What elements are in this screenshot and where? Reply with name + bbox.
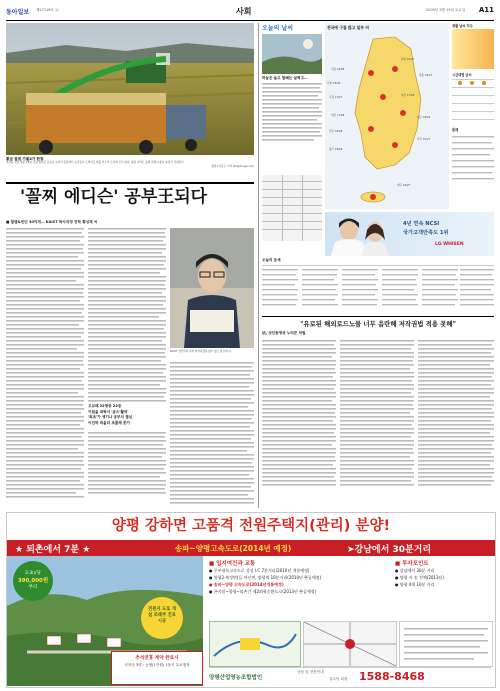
- photo-caption: [6, 157, 254, 177]
- present-box: [111, 651, 203, 685]
- temp-chuncheon: 춘천 15/27: [401, 58, 415, 61]
- temp-gangneung: 강릉 19/27: [419, 74, 433, 77]
- sidebar-titles: [88, 404, 166, 426]
- bottom-story: [262, 316, 494, 508]
- phone-label: 상담 및 현장안내: [297, 670, 324, 674]
- headline: '꼴찌 에디슨' 공부王되다: [20, 187, 208, 207]
- portrait-photo: [170, 228, 254, 348]
- ad-sub-band: [7, 540, 495, 556]
- temp-seoul: 서울 19/28: [331, 68, 345, 71]
- investment-title: ■ 투자포인트: [395, 561, 429, 567]
- ad-brand: LG WHISEN: [435, 242, 464, 247]
- list-item: ● 곤지암~양평~퇴촌간 제2외곽순환도로(2013년 완공예정): [209, 589, 317, 594]
- site-map-2: [303, 621, 397, 667]
- site-info: [399, 621, 493, 667]
- ad-line-2: 국가고객만족도 1위: [403, 230, 449, 236]
- weather-side: [452, 23, 494, 209]
- tide-table: [452, 132, 494, 192]
- temp-incheon: 인천 18/26: [327, 82, 341, 85]
- present-body: 선착순 3명 : 농협(1만원) 1돌지 무료행정: [124, 663, 190, 667]
- weather-column: [262, 23, 322, 173]
- temp-cheongju: 청주 17/28: [401, 94, 415, 97]
- horoscope-table: [262, 258, 494, 314]
- side-label-3: 물때: [452, 128, 459, 132]
- life-index-gauge: [452, 29, 494, 69]
- photo-caption-title: 황금 들녘 가볼2가 한창: [6, 157, 44, 161]
- ad-sub-left: ★ 퇴촌에서 7분 ★: [15, 545, 91, 555]
- sidebar-title-4: 이진하 떠올리 초콜레 못가: [88, 420, 130, 425]
- weather-tables: [262, 175, 322, 241]
- article-col-2: [88, 228, 166, 508]
- ad-contact: [209, 667, 491, 686]
- horoscope-heading: 오늘의 운세: [262, 258, 281, 262]
- temp-gwangju: 광주 19/28: [329, 148, 343, 151]
- temp-daegu: 대구 18/29: [417, 116, 431, 119]
- investment-box: [395, 559, 491, 619]
- road-badge: 전원지 도로 개설 조례주 전포 시공: [141, 597, 183, 639]
- price-badge: 3.3㎡당 390,000원 부터: [13, 561, 53, 601]
- temp-daejeon: 대전 17/28: [331, 114, 345, 117]
- list-item: ● 양평 시 송 전체(2013년): [395, 575, 444, 580]
- investment-list: [395, 567, 491, 588]
- sidebar-title-1: 고교때 22명중 22등: [88, 404, 122, 408]
- section-title: 사회: [236, 7, 252, 16]
- column-divider: [258, 23, 259, 508]
- sidebar-title-3: '최초'가 생기나 공부의 결심: [88, 415, 133, 419]
- side-label-1: 생활 날씨 지수: [452, 24, 473, 28]
- sales-label: 업무팀 회원: [329, 677, 348, 681]
- site-map-1: [209, 621, 301, 667]
- page-number: A11: [478, 6, 494, 14]
- hourly-table: [452, 77, 494, 123]
- lg-ad[interactable]: [325, 212, 494, 256]
- transport-title: ■ 입지여건과 교통: [209, 561, 256, 567]
- weather-photo: [262, 34, 322, 74]
- present-title: 추석연휴 계약 완료시: [135, 656, 179, 661]
- subhead: ■ 할렘&빈민 30여개… KAIST 박사과정 진학 황성재 씨: [6, 220, 98, 224]
- real-estate-ad[interactable]: [6, 512, 496, 688]
- side-label-2: 시간대별 날씨: [452, 73, 472, 77]
- weather-title: 오늘의 날씨: [262, 25, 294, 32]
- bottom-headline: "유로된 해외로드노물 너무 음란해 저작권법 적용 못해": [262, 316, 494, 329]
- transport-box: [209, 559, 389, 619]
- date: 2009년 9월 19일 토요일: [426, 8, 466, 12]
- photo-caption-text: 추석을 보름 앞둔 18일 강원 철원군 동송읍 오지리 들판에서 농민들이 트랙터로 벼를 거두어 트럭에 싣고 있다. 철원 지역은 올해 작황이 좋아 풍년이 기대된다.: [6, 161, 185, 165]
- header-rule: [6, 20, 494, 21]
- headline-block: [6, 182, 254, 220]
- list-item: ● 양평2·북정면(들 아닌면, 양평역 10분거리(2010년 완공예정): [209, 575, 322, 580]
- masthead: 동아일보: [6, 9, 30, 16]
- page-header: [6, 6, 494, 20]
- weather-subtitle: 하늘은 높고 말베는 살찌고…: [262, 76, 308, 80]
- article-col-3: [170, 362, 254, 508]
- list-item: ● 송파~양평 고속도로(2014년개통예정): [209, 582, 284, 587]
- issue-number: 제27116호 ㉤: [36, 8, 59, 12]
- article-col-1: [6, 228, 84, 508]
- ad-title: 양평 강하면 고품격 전원주택지(관리) 분양!: [111, 518, 391, 534]
- ad-sub-mid: 송파~양평고속도로(2014년 예정): [175, 544, 292, 553]
- ad-sub-right: ➤강남에서 30분거리: [347, 545, 432, 555]
- list-item: ● 중부내륙고속도로 강상 I.C 7분거리(2010년 개통예정): [209, 568, 310, 573]
- bottom-subhead: 法, 성인동영상 누리꾼 처벌: [262, 331, 306, 335]
- list-item: ● 양평 4개 10분 거리: [395, 582, 435, 587]
- company-name: 양평산업영농조합법인: [209, 675, 263, 681]
- sidebar-title-2: 이럼을 대학서 '공스'활약: [88, 409, 128, 414]
- temp-busan: 부산 21/27: [417, 138, 431, 141]
- ad-line-1: 4년 연속 NCSI: [403, 221, 440, 227]
- harvest-photo: [6, 23, 254, 155]
- map-temps: [325, 38, 449, 208]
- map-title: 전국에 구름 많고 일부 비: [327, 25, 369, 30]
- portrait-caption: KAIST 전산학과 과학 박사과정을 밟고 있는 황성재 씨.: [170, 350, 232, 353]
- temp-jeonju: 전주 18/28: [329, 130, 343, 133]
- temp-suwon: 수원 17/27: [329, 96, 343, 99]
- temp-jeju: 제주 22/27: [397, 184, 411, 187]
- phone-number[interactable]: 1588-8468: [359, 670, 425, 683]
- list-item: ● 강남에서 30분 거리: [395, 568, 435, 573]
- photo-credit: 철원=이훈구 기자 ufo@donga.com: [211, 164, 254, 168]
- transport-list: [209, 567, 389, 595]
- ad-title-band: [7, 513, 495, 539]
